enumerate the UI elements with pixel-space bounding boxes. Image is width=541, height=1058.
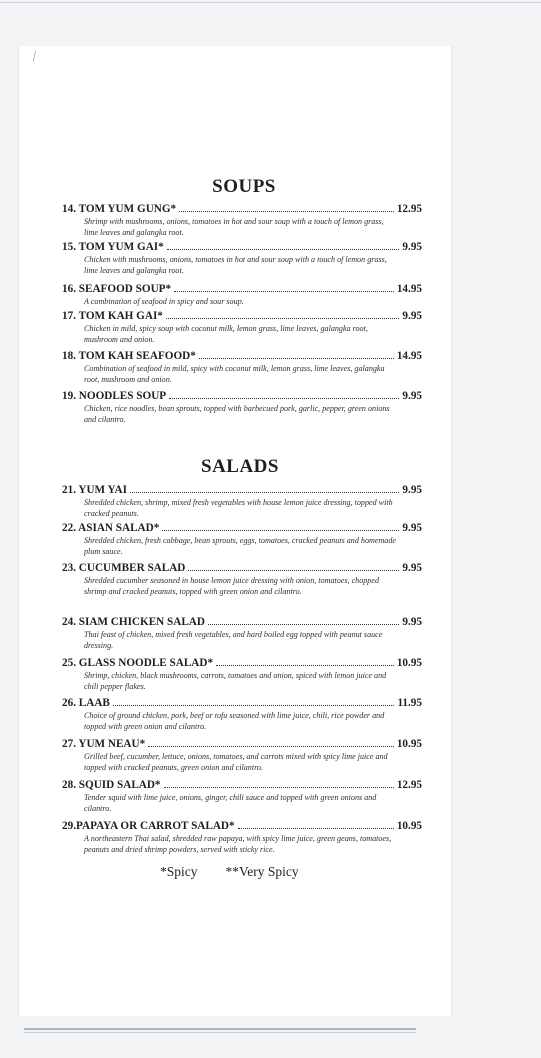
item-description: Shrimp, chicken, black mushrooms, carrots, tomatoes and onion, spiced with lemon juice and chili pepper flakes. — [84, 671, 387, 691]
menu-item — [62, 779, 422, 814]
item-description: Shredded chicken, shrimp, mixed fresh vegetables with house lemon juice dressing, topped with cracked peanuts. — [84, 498, 393, 518]
dot-leader — [188, 570, 399, 571]
menu-item — [62, 522, 422, 557]
item-name: 23. CUCUMBER SALAD — [62, 562, 186, 574]
menu-item — [62, 484, 422, 519]
item-price: 10.95 — [396, 738, 422, 750]
item-name: 17. TOM KAH GAI* — [62, 310, 163, 322]
bottom-rule — [24, 1028, 416, 1030]
menu-item — [62, 820, 422, 855]
very-spicy-legend-label: **Very Spicy — [225, 864, 299, 879]
item-price: 10.95 — [396, 657, 422, 669]
dot-leader — [169, 398, 399, 399]
item-name: 28. SQUID SALAD* — [62, 779, 161, 791]
item-price: 9.95 — [402, 241, 422, 253]
item-price: 9.95 — [402, 616, 422, 628]
item-description: Chicken in mild, spicy soup with coconut milk, lemon grass, lime leaves, galangka root, mushroom and onion. — [84, 324, 368, 344]
item-price: 9.95 — [402, 522, 422, 534]
item-name: 18. TOM KAH SEAFOOD* — [62, 350, 196, 362]
item-name: 29.PAPAYA OR CARROT SALAD* — [62, 820, 235, 832]
menu-item — [62, 562, 422, 597]
pen-mark-icon: ⟋ — [27, 48, 42, 65]
item-price: 12.95 — [396, 779, 422, 791]
dot-leader — [216, 665, 394, 666]
dot-leader — [130, 492, 399, 493]
item-name: 15. TOM YUM GAI* — [62, 241, 164, 253]
spice-legend — [160, 864, 299, 880]
item-name: 16. SEAFOOD SOUP* — [62, 283, 172, 295]
item-price: 10.95 — [396, 820, 422, 832]
dot-leader — [238, 828, 394, 829]
menu-item — [62, 310, 422, 345]
menu-item — [62, 203, 422, 238]
dot-leader — [148, 746, 394, 747]
item-price: 9.95 — [402, 562, 422, 574]
item-description: A northeastern Thai salad, shredded raw papaya, with spicy lime juice, green geans, tomatoes, peanuts and dried shrimp powders, served with sticky rice. — [84, 834, 392, 854]
item-description: Tender squid with lime juice, onions, ginger, chili sauce and topped with green onions and cilantro. — [84, 793, 377, 813]
dot-leader — [162, 530, 399, 531]
item-description: Chicken with mushrooms, onions, tomatoes in hot and sour soup with a touch of lemon grass, lime leaves and galangka root. — [84, 255, 387, 275]
item-price: 9.95 — [402, 310, 422, 322]
item-name: 25. GLASS NOODLE SALAD* — [62, 657, 214, 669]
item-price: 14.95 — [396, 283, 422, 295]
item-description: Shredded chicken, fresh cabbage, bean sprouts, eggs, tomatoes, cracked peanuts and homemade plum sauce. — [84, 536, 396, 556]
item-description: Combination of seafood in mild, spicy with coconut milk, lemon grass, lime leaves, galangka root, mushroom and onion. — [84, 364, 385, 384]
item-description: Choice of ground chicken, pork, beef or tofu seasoned with lime juice, chili, rice powder and topped with green onion and cilantro. — [84, 711, 385, 731]
item-name: 26. LAAB — [62, 697, 110, 709]
dot-leader — [199, 358, 394, 359]
dot-leader — [174, 291, 394, 292]
item-description: Thai feast of chicken, mixed fresh vegetables, and hard boiled egg topped with peanut sauce dressing. — [84, 630, 383, 650]
menu-item — [62, 241, 422, 276]
item-name: 22. ASIAN SALAD* — [62, 522, 160, 534]
dot-leader — [167, 249, 400, 250]
item-description: Shredded cucumber seasoned in house lemon juice dressing with onion, tomatoes, chopped shrimp and cracked peanuts, topped with green onion and cilantro. — [84, 576, 379, 596]
dot-leader — [164, 787, 394, 788]
menu-item — [62, 616, 422, 651]
item-name: 21. YUM YAI — [62, 484, 127, 496]
item-description: Chicken, rice noodles, bean sprouts, topped with barbecued pork, garlic, pepper, green onions and cilantro. — [84, 404, 390, 424]
item-description: Grilled beef, cucumber, lettuce, onions, tomatoes, and carrots mixed with spicy lime juice and topped with cracked peanuts, green onion and cilantro. — [84, 752, 388, 772]
item-price: 12.95 — [396, 203, 422, 215]
soups-heading: SOUPS — [212, 176, 276, 197]
item-name: 24. SIAM CHICKEN SALAD — [62, 616, 205, 628]
item-name: 19. NOODLES SOUP — [62, 390, 167, 402]
menu-item — [62, 738, 422, 773]
dot-leader — [179, 211, 394, 212]
item-name: 14. TOM YUM GUNG* — [62, 203, 177, 215]
spicy-legend-label: *Spicy — [160, 864, 198, 879]
item-price: 9.95 — [402, 484, 422, 496]
top-edge-line — [0, 2, 541, 3]
item-name: 27. YUM NEAU* — [62, 738, 146, 750]
salads-heading: SALADS — [201, 456, 279, 477]
item-description: A combination of seafood in spicy and sour soup. — [84, 297, 244, 306]
menu-item — [62, 697, 422, 732]
item-description: Shrimp with mushrooms, onions, tomatoes in hot and sour soup with a touch of lemon grass, lime leaves and galangka root. — [84, 217, 384, 237]
item-price: 14.95 — [396, 350, 422, 362]
bottom-rule-shadow — [24, 1032, 416, 1033]
menu-item — [62, 283, 422, 308]
menu-item — [62, 657, 422, 692]
item-price: 11.95 — [397, 697, 422, 709]
item-price: 9.95 — [402, 390, 422, 402]
menu-item — [62, 350, 422, 385]
dot-leader — [208, 624, 399, 625]
dot-leader — [166, 318, 400, 319]
dot-leader — [113, 705, 395, 706]
menu-item — [62, 390, 422, 425]
